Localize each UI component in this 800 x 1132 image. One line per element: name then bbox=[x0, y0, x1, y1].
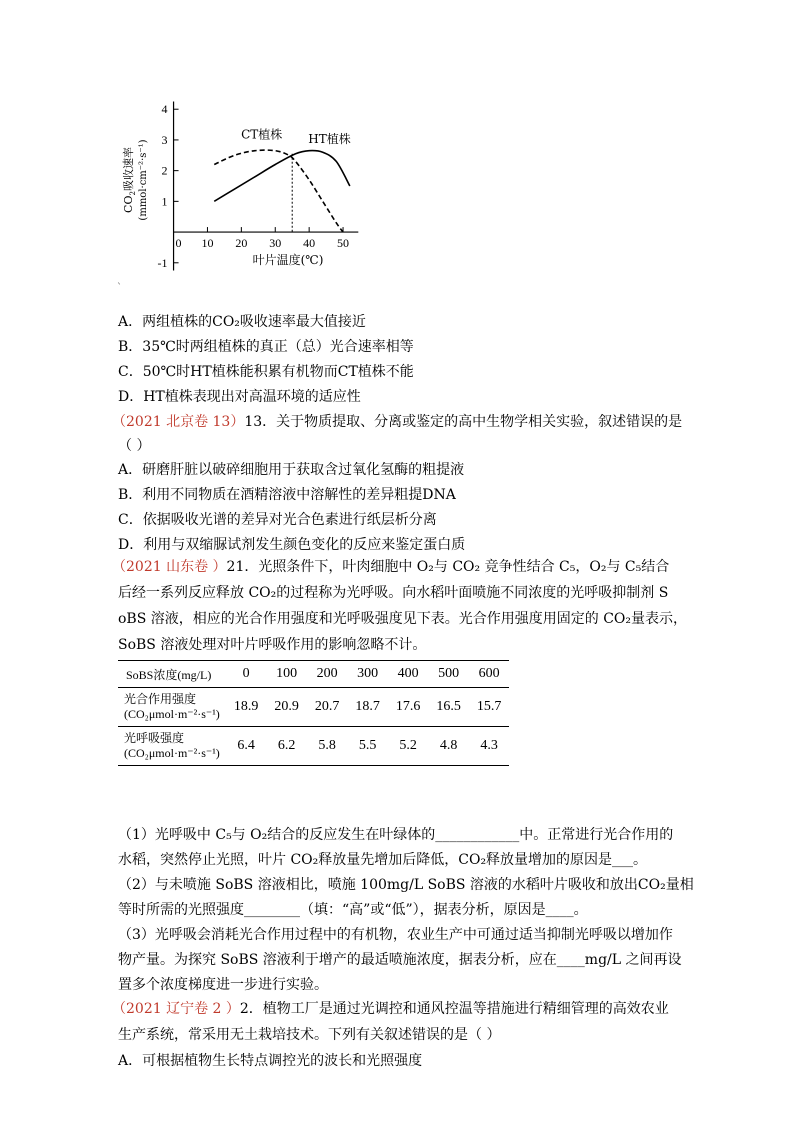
table-header-cell: 100 bbox=[266, 661, 307, 688]
option-c: C．50℃时HT植株能积累有机物而CT植株不能 bbox=[118, 364, 414, 380]
chart-series bbox=[214, 126, 350, 232]
option-b: B．35℃时两组植株的真正（总）光合速率相等 bbox=[118, 339, 414, 355]
source-tag: （2021 山东卷 ） bbox=[112, 559, 227, 575]
table-cell: 18.7 bbox=[347, 688, 388, 727]
option-c: C．依据吸收光谱的差异对光合色素进行纸层析分离 bbox=[118, 512, 437, 528]
question-text: 后经一系列反应释放 CO₂的过程称为光呼吸。向水稻叶面喷施不同浓度的光呼吸抑制剂 S bbox=[118, 585, 669, 601]
x-tick-label: 0 bbox=[175, 236, 182, 251]
y-axis-unit: (mmol·cm⁻²·s⁻¹) bbox=[138, 139, 149, 221]
series-label: HT植株 bbox=[308, 132, 351, 146]
question-text: oBS 溶液，相应的光合作用强度和光呼吸强度见下表。光合作用强度用固定的 CO₂量表示， bbox=[118, 611, 688, 627]
y-axis-label: $CO_2$吸收速率 bbox=[122, 147, 137, 213]
question-text: SoBS 溶液处理对叶片呼吸作用的影响忽略不计。 bbox=[118, 637, 427, 653]
table-row bbox=[118, 727, 509, 766]
table-cell: 20.9 bbox=[266, 688, 307, 727]
table-cell: 4.8 bbox=[428, 727, 469, 766]
y-tick-label: 3 bbox=[161, 132, 168, 147]
source-tag: （2021 北京卷 13） bbox=[112, 414, 245, 430]
question-21 bbox=[112, 557, 669, 577]
x-tick-label: 30 bbox=[269, 236, 282, 251]
question-text: 21．光照条件下，叶肉细胞中 O₂与 CO₂ 竞争性结合 C₅，O₂与 C₅结合 bbox=[226, 559, 670, 575]
row-label: 光合作用强度 (CO₂μmol·m⁻²·s⁻¹) bbox=[118, 688, 226, 727]
table-cell: 15.7 bbox=[469, 688, 510, 727]
option-d: D．HT植株表现出对高温环境的适应性 bbox=[118, 389, 361, 405]
co2-uptake-chart bbox=[110, 92, 370, 282]
table-cell: 5.5 bbox=[347, 727, 388, 766]
y-tick-label: 4 bbox=[161, 102, 168, 117]
sub-question-2: （2）与未喷施 SoBS 溶液相比，喷施 100mg/L SoBS 溶液的水稻叶片吸收和放出CO₂量相 bbox=[118, 877, 694, 893]
option-a: A．两组植株的CO₂吸收速率最大值接近 bbox=[118, 314, 366, 330]
sub-question-1-cont: 水稻，突然停止光照，叶片 CO₂释放量先增加后降低，CO₂释放量增加的原因是___。 bbox=[118, 852, 648, 868]
table-header-cell: 0 bbox=[226, 661, 267, 688]
series-line-ht bbox=[214, 151, 350, 202]
y-tick-label: 1 bbox=[161, 194, 168, 209]
table-header-cell: 200 bbox=[307, 661, 348, 688]
table-cell: 4.3 bbox=[469, 727, 510, 766]
stray-tick: ` bbox=[117, 283, 122, 294]
option-a: A．研磨肝脏以破碎细胞用于获取含过氧化氢酶的粗提液 bbox=[118, 462, 465, 478]
table-header-cell: 300 bbox=[347, 661, 388, 688]
sub-question-2-cont: 等时所需的光照强度________（填：“高”或“低”），据表分析，原因是____。 bbox=[118, 902, 588, 918]
table-header-row bbox=[118, 661, 509, 688]
option-b: B．利用不同物质在酒精溶液中溶解性的差异粗提DNA bbox=[118, 487, 456, 503]
table-cell: 20.7 bbox=[307, 688, 348, 727]
sub-question-3: （3）光呼吸会消耗光合作用过程中的有机物，农业生产中可通过适当抑制光呼吸以增加作 bbox=[118, 927, 673, 943]
sub-question-3-cont: 物产量。为探究 SoBS 溶液利于增产的最适喷施浓度，据表分析，应在____mg/L 之间再设 bbox=[118, 952, 682, 968]
x-tick-label: 10 bbox=[201, 236, 214, 251]
x-tick-label: 20 bbox=[235, 236, 248, 251]
question-text: 生产系统，常采用无土栽培技术。下列有关叙述错误的是（ ） bbox=[118, 1027, 501, 1043]
table-header-cell: SoBS浓度(mg/L) bbox=[118, 661, 226, 688]
table-row bbox=[118, 688, 509, 727]
x-tick-label: 40 bbox=[303, 236, 316, 251]
sub-question-1: （1）光呼吸中 C₅与 O₂结合的反应发生在叶绿体的____________中。正常进行光合作用的 bbox=[118, 827, 674, 843]
table-header-cell: 600 bbox=[469, 661, 510, 688]
y-tick-label: 2 bbox=[161, 163, 168, 178]
table-header-cell: 500 bbox=[428, 661, 469, 688]
table-cell: 5.2 bbox=[388, 727, 429, 766]
table-cell: 18.9 bbox=[226, 688, 267, 727]
table-cell: 5.8 bbox=[307, 727, 348, 766]
option-a: A．可根据植物生长特点调控光的波长和光照强度 bbox=[118, 1053, 423, 1069]
source-tag: （2021 辽宁卷 2 ） bbox=[112, 1001, 240, 1017]
sub-question-3-cont: 置多个浓度梯度进一步进行实验。 bbox=[118, 977, 328, 993]
table-cell: 17.6 bbox=[388, 688, 429, 727]
table-header-cell: 400 bbox=[388, 661, 429, 688]
question-13 bbox=[112, 412, 682, 432]
table-cell: 6.2 bbox=[266, 727, 307, 766]
y-tick-label: -1 bbox=[157, 255, 168, 270]
question-2 bbox=[112, 999, 669, 1019]
series-label: CT植株 bbox=[241, 127, 283, 142]
option-d: D．利用与双缩脲试剂发生颜色变化的反应来鉴定蛋白质 bbox=[118, 537, 466, 553]
table-cell: 16.5 bbox=[428, 688, 469, 727]
question-text: 13．关于物质提取、分离或鉴定的高中生物学相关实验，叙述错误的是 bbox=[244, 414, 683, 430]
table-cell: 6.4 bbox=[226, 727, 267, 766]
answer-paren: （ ） bbox=[118, 438, 151, 454]
x-tick-label: 50 bbox=[337, 236, 350, 251]
question-text: 2．植物工厂是通过光调控和通风控温等措施进行精细管理的高效农业 bbox=[239, 1001, 669, 1017]
x-axis-label: 叶片温度(℃) bbox=[252, 253, 324, 267]
row-label: 光呼吸强度 (CO₂μmol·m⁻²·s⁻¹) bbox=[118, 727, 226, 766]
sobs-data-table bbox=[118, 660, 509, 766]
